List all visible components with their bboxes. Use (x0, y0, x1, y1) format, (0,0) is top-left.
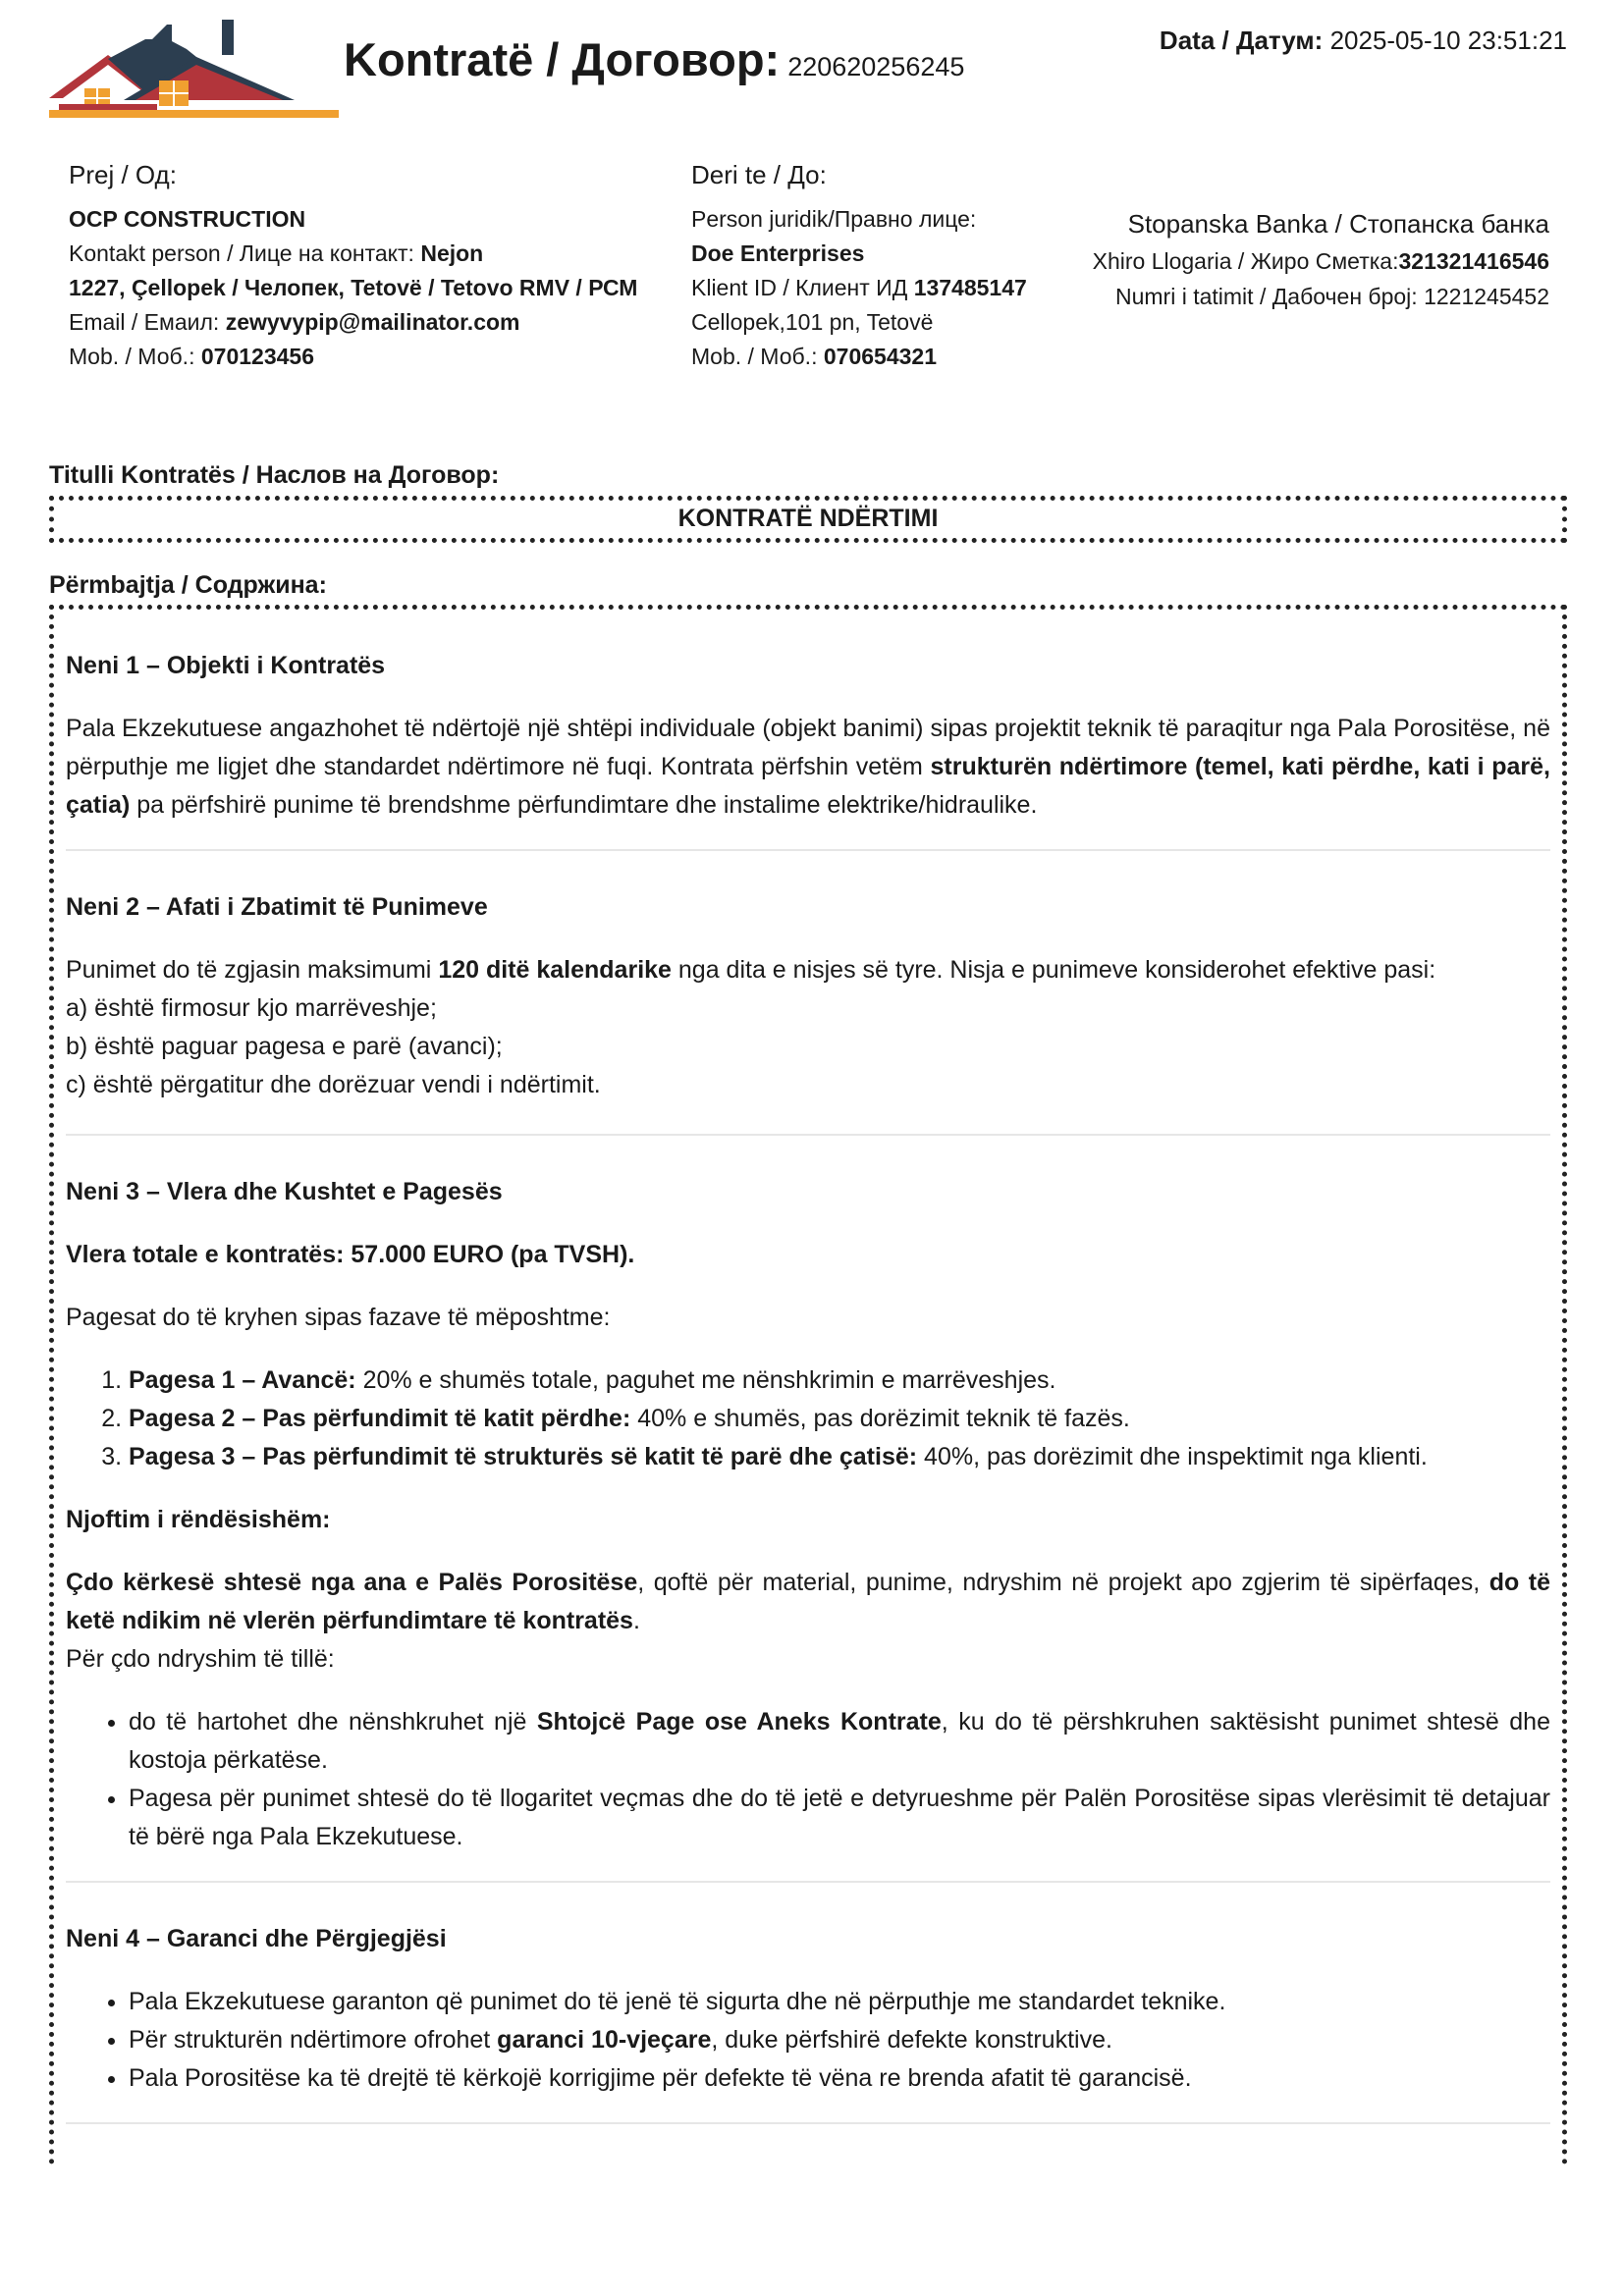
contract-content-box (49, 605, 1567, 2165)
divider (66, 1134, 1550, 1136)
text-run: Për strukturën ndërtimore ofrohet (129, 2026, 498, 2054)
bank-name: Stopanska Banka / Стопанска банка (1127, 209, 1549, 239)
payment-title: Pagesa 2 – Pas përfundimit të katit përdhe: (129, 1405, 631, 1432)
text-run: nga dita e nisjes së tyre. Nisja e punimeve konsiderohet efektive pasi: (671, 956, 1436, 984)
sender-email-value: zewyvypip@mailinator.com (225, 309, 520, 335)
recipient-mobile-value: 070654321 (823, 344, 937, 369)
date-label: Data / Датум: (1159, 26, 1324, 55)
text-run-bold: Çdo kërkesë shtesë nga ana e Palës Porositëse (66, 1569, 638, 1596)
divider (66, 2122, 1550, 2124)
notice-paragraph (66, 1564, 1550, 1640)
bank-account-value: 321321416546 (1398, 248, 1549, 274)
text-run-bold: garanci 10-vjeçare (497, 2026, 712, 2054)
recipient-client-value: 137485147 (913, 275, 1027, 300)
payment-title: Pagesa 3 – Pas përfundimit të strukturës së katit të parë dhe çatisë: (129, 1443, 918, 1470)
article-3 (66, 1173, 1550, 1883)
text-run: do të hartohet dhe nënshkruhet një (129, 1708, 537, 1735)
condition-line: b) është paguar pagesa e parë (avanci); (66, 1033, 503, 1060)
bank-tax-value: 1221245452 (1424, 284, 1549, 309)
article-paragraph (66, 951, 1550, 989)
sender-heading: Prej / Од: (69, 160, 177, 189)
article-heading: Neni 4 – Garanci dhe Përgjegjësi (66, 1925, 447, 1952)
payment-item (129, 1362, 1550, 1400)
payment-text: 20% e shumës totale, paguhet me nënshkrimin e marrëveshjes. (355, 1366, 1056, 1394)
text-run-bold: 120 ditë kalendarike (438, 956, 672, 984)
sender-mobile-value: 070123456 (200, 344, 314, 369)
article-heading: Neni 2 – Afati i Zbatimit të Punimeve (66, 893, 488, 921)
contract-title: Kontratë / Договор: (344, 33, 781, 85)
sender-email-label: Email / Емаил: (69, 309, 220, 335)
recipient-mobile-label: Mob. / Моб.: (691, 344, 818, 369)
sender-block (69, 157, 637, 374)
condition-line: a) është firmosur kjo marrëveshje; (66, 994, 437, 1022)
recipient-address: Cellopek,101 pn, Tetovë (691, 309, 934, 335)
article-paragraph (66, 710, 1550, 825)
recipient-type: Person juridik/Правно лице: (691, 206, 977, 232)
article-heading: Neni 3 – Vlera dhe Kushtet e Pagesës (66, 1178, 503, 1205)
change-rules-list (66, 1703, 1550, 1856)
bank-account-label: Xhiro Llogaria / Жиро Сметка: (1092, 248, 1399, 274)
document-date (1160, 26, 1567, 56)
contract-title-value: KONTRATË NDËRTIMI (677, 505, 939, 532)
recipient-heading: Deri te / До: (691, 160, 827, 189)
payment-list (66, 1362, 1550, 1476)
recipient-company: Doe Enterprises (691, 240, 865, 266)
company-logo (49, 20, 339, 120)
notice-line: Për çdo ndryshim të tillë: (66, 1645, 335, 1673)
payments-intro: Pagesat do të kryhen sipas fazave të mëposhtme: (66, 1304, 611, 1331)
contract-title-box (49, 496, 1567, 543)
payment-text: 40%, pas dorëzimit dhe inspektimit nga klienti. (917, 1443, 1428, 1470)
contract-title-label: Titulli Kontratës / Наслов на Договор: (49, 461, 500, 489)
payment-item (129, 1438, 1550, 1476)
sender-mobile-label: Mob. / Моб.: (69, 344, 195, 369)
list-item (129, 2021, 1550, 2059)
list-item: • Pala Porositëse ka të drejtë të kërkojë korrigjime për defekte të vëna re brenda afatit të garancisë. (129, 2059, 1550, 2098)
document-title (344, 32, 964, 86)
sender-company: OCP CONSTRUCTION (69, 206, 306, 232)
sender-contact-value: Nejon (420, 240, 484, 266)
payment-title: Pagesa 1 – Avancë: (129, 1366, 356, 1394)
recipient-client-label: Klient ID / Клиент ИД (691, 275, 908, 300)
text-run: , qoftë për material, punime, ndryshim në projekt apo zgjerim të sipërfaqes, (637, 1569, 1489, 1596)
bank-tax-label: Numri i tatimit / Дабочен број: (1115, 284, 1418, 309)
list-item (129, 1703, 1550, 1780)
text-run: , duke përfshirë defekte konstruktive. (711, 2026, 1112, 2054)
contract-total: Vlera totale e kontratës: 57.000 EURO (pa TVSH). (66, 1241, 635, 1268)
list-item: • Pagesa për punimet shtesë do të llogaritet veçmas dhe do të jetë e detyrueshme për Palën Porositëse sipas vlerësimit të detajuar të bërë nga Pala Ekzekutuese. (129, 1780, 1550, 1856)
divider (66, 1881, 1550, 1883)
list-item: • Pala Ekzekutuese garanton që punimet do të jenë të sigurta dhe në përputhje me standardet teknike. (129, 1983, 1550, 2021)
text-run-bold: strukturën ndërtimore (temel, kati përdhe, kati i parë, çatia) (66, 753, 1551, 819)
article-heading: Neni 1 – Objekti i Kontratës (66, 652, 386, 679)
text-run: Pala Ekzekutuese angazhohet të ndërtojë një shtëpi individuale (objekt banimi) sipas projektit teknik të paraqitur nga Pala Porositëse, në përputhje me ligjet dhe standardet ndërtimore në fuqi. Kontrata përfshin vetëm (66, 715, 1550, 780)
text-run-bold: Shtojcë Page ose Aneks Kontrate (536, 1708, 942, 1735)
sender-address: 1227, Çellopek / Челопек, Tetovë / Tetovo RMV / РСМ (69, 275, 638, 300)
contract-content-label: Përmbajtja / Содржина: (49, 571, 327, 599)
text-run: , ku do të përshkruhen saktësisht punimet shtesë dhe kostoja përkatëse. (129, 1708, 1550, 1774)
article-1 (66, 647, 1550, 851)
text-run-bold: do të ketë ndikim në vlerën përfundimtare të kontratës (66, 1569, 1550, 1634)
condition-line: c) është përgatitur dhe dorëzuar vendi i ndërtimit. (66, 1071, 601, 1098)
bank-block (1093, 206, 1549, 314)
recipient-block (691, 157, 1027, 374)
text-run: Punimet do të zgjasin maksimumi (66, 956, 439, 984)
notice-heading: Njoftim i rëndësishëm: (66, 1506, 331, 1533)
contract-number: 220620256245 (787, 52, 965, 81)
payment-item (129, 1400, 1550, 1438)
guarantee-list (66, 1983, 1550, 2098)
divider (66, 849, 1550, 851)
sender-contact-label: Kontakt person / Лице на контакт: (69, 240, 414, 266)
payment-text: 40% e shumës, pas dorëzimit teknik të fazës. (630, 1405, 1130, 1432)
text-run: pa përfshirë punime të brendshme përfundimtare dhe instalime elektrike/hidraulike. (130, 791, 1038, 819)
article-2 (66, 888, 1550, 1136)
article-4 (66, 1920, 1550, 2124)
date-value: 2025-05-10 23:51:21 (1329, 26, 1567, 55)
text-run: . (632, 1607, 640, 1634)
